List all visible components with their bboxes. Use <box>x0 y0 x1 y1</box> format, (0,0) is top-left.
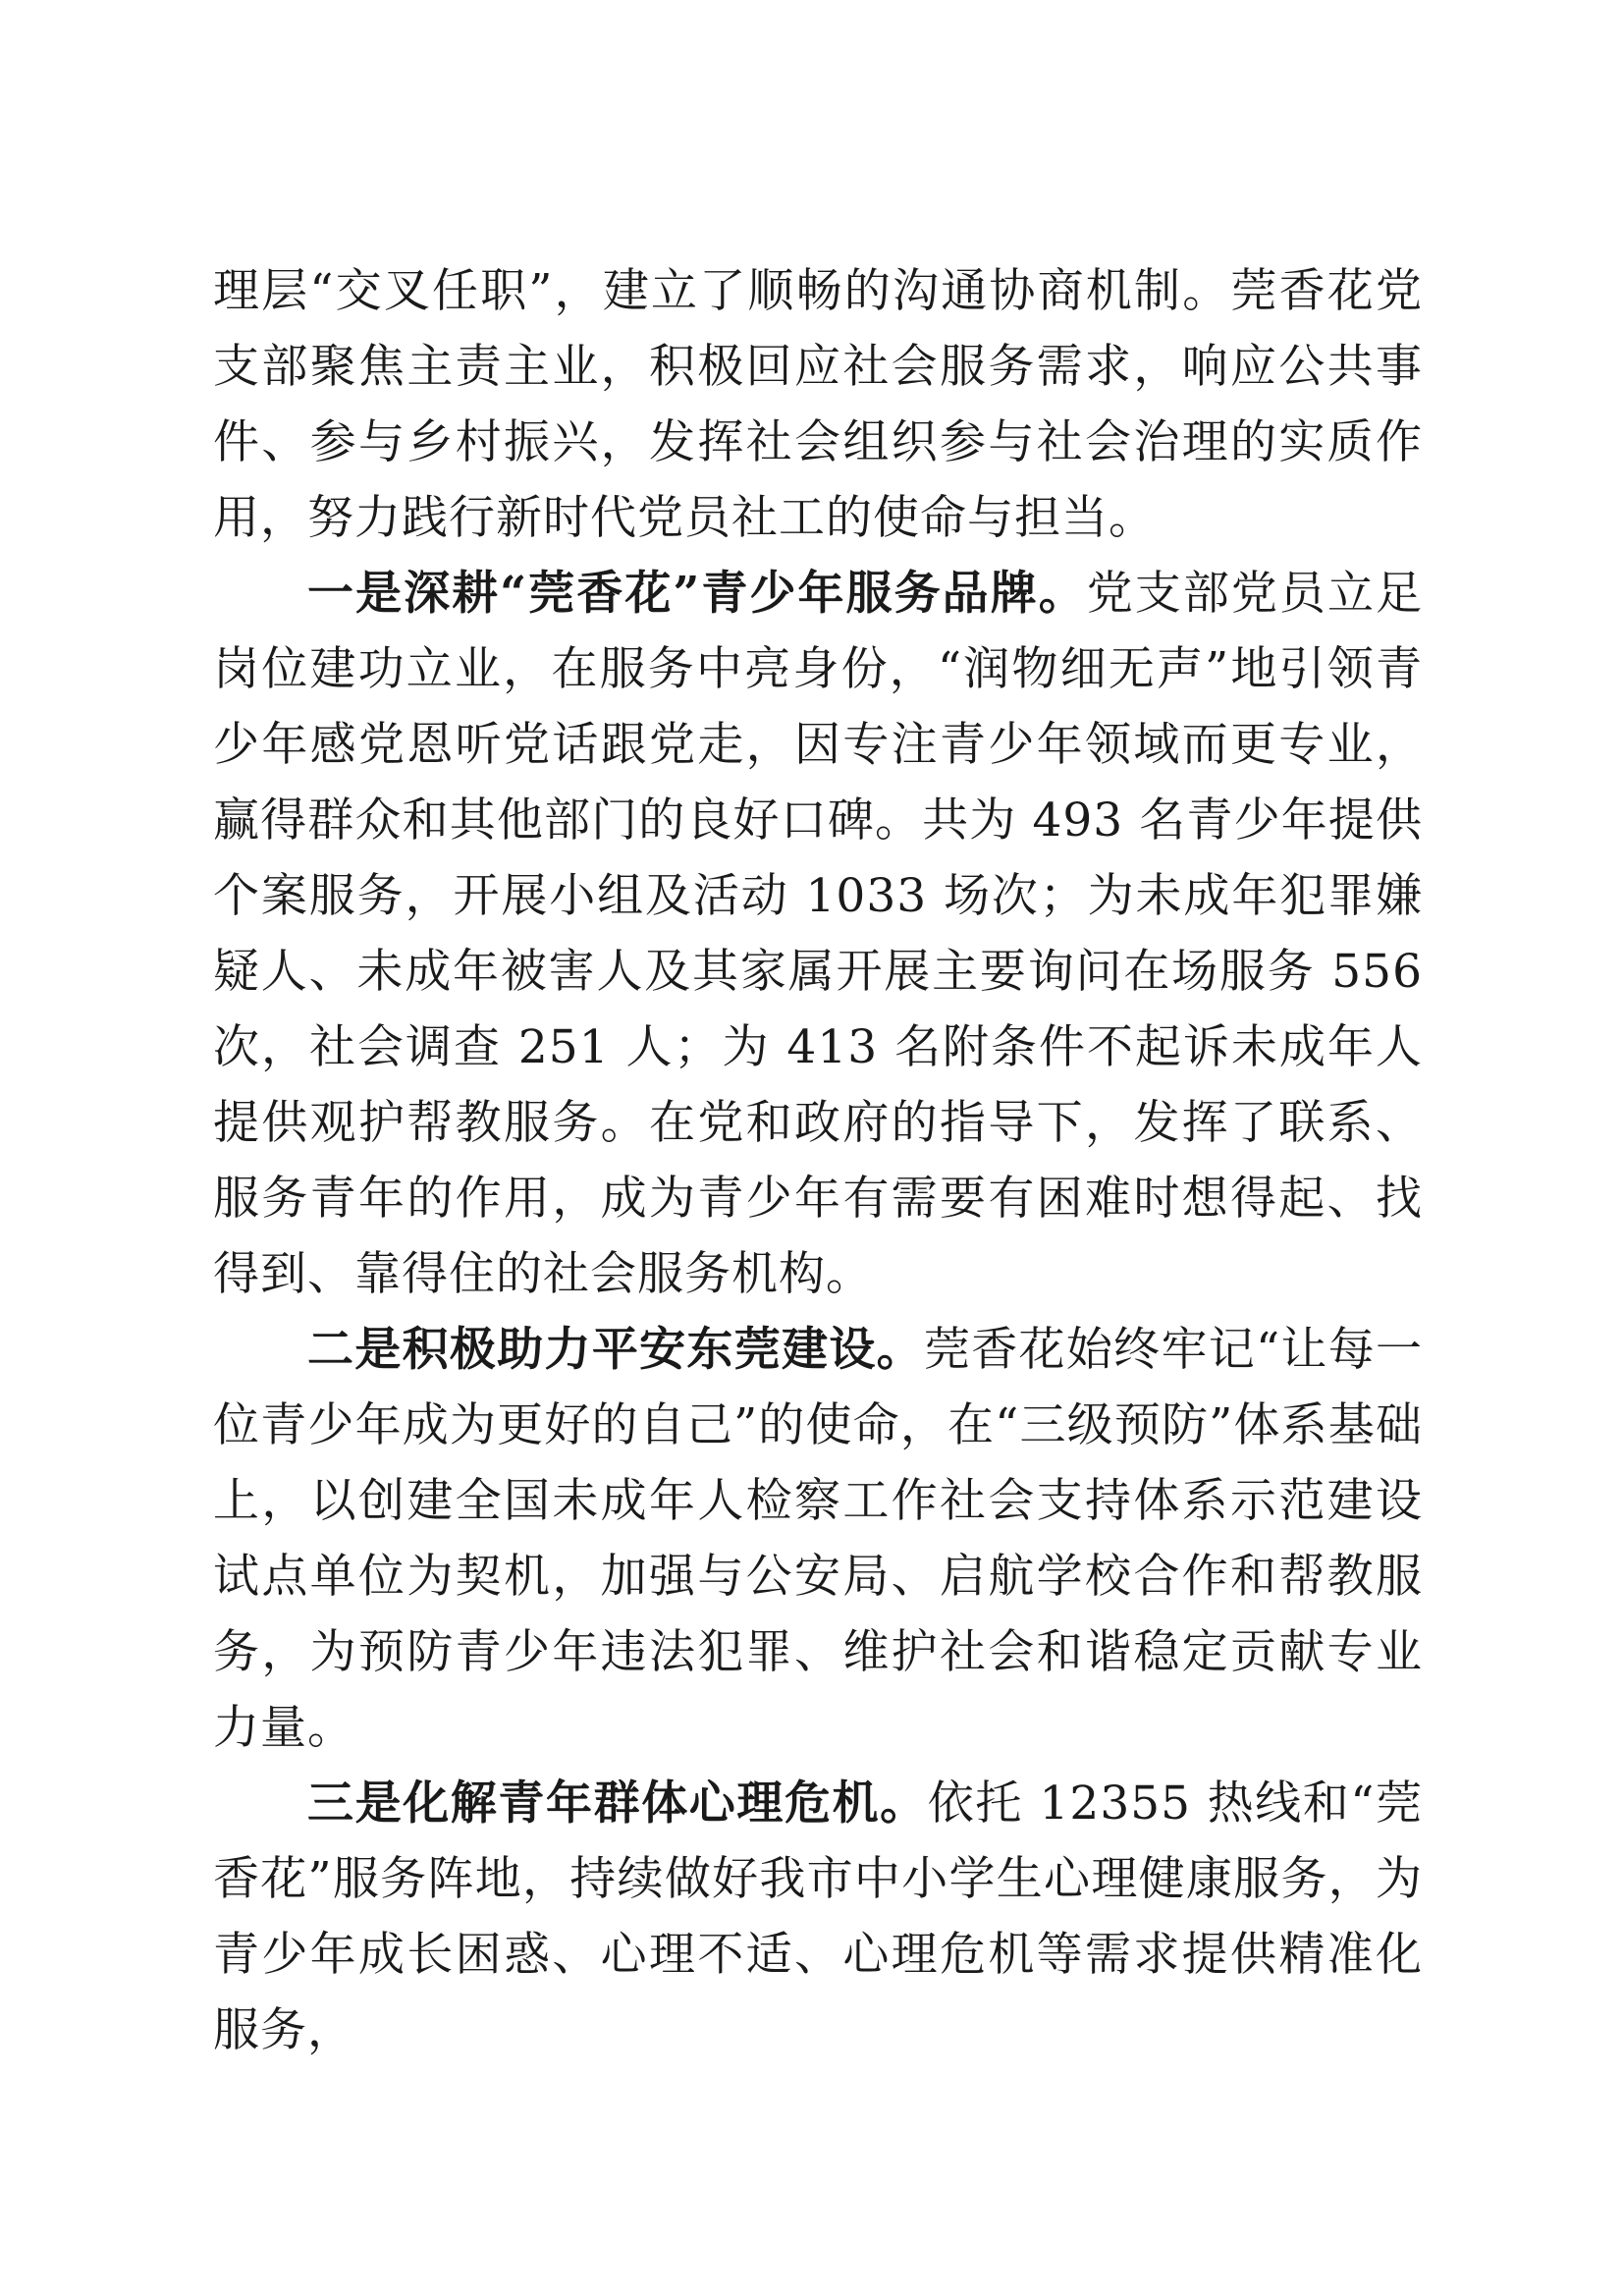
paragraph-lead-heading: 二是积极助力平安东莞建设。 <box>307 1323 924 1377</box>
paragraph-safe-dongguan <box>213 1312 1423 1766</box>
paragraph-psychological-crisis <box>213 1766 1423 2068</box>
paragraph-text: 理层“交叉任职”，建立了顺畅的沟通协商机制。莞香花党支部聚焦主责主业，积极回应社会服务需求，响应公共事件、参与乡村振兴，发挥社会组织参与社会治理的实质作用，努力践行新时代党员社工的使命与担当。 <box>213 264 1423 545</box>
paragraph-text: 党支部党员立足岗位建功立业，在服务中亮身份，“润物细无声”地引领青少年感党恩听党话跟党走，因专注青少年领域而更专业，赢得群众和其他部门的良好口碑。共为 493 名青少年提供个案服务，开展小组及活动 1033 场次；为未成年犯罪嫌疑人、未成年被害人及其家属开展主要询问在场服务 556 次，社会调查 251 人；为 413 名附条件不起诉未成年人提供观护帮教服务。在党和政府的指导下，发挥了联系、服务青年的作用，成为青少年有需要有困难时想得起、找得到、靠得住的社会服务机构。 <box>213 567 1423 1301</box>
paragraph-continuation <box>213 253 1423 556</box>
document-body <box>213 253 1423 2068</box>
paragraph-text: 依托 12355 热线和“莞香花”服务阵地，持续做好我市中小学生心理健康服务，为青少年成长困惑、心理不适、心理危机等需求提供精准化服务， <box>213 1777 1424 2057</box>
paragraph-youth-service-brand <box>213 556 1423 1312</box>
paragraph-lead-heading: 三是化解青年群体心理危机。 <box>307 1777 928 1831</box>
paragraph-text: 莞香花始终牢记“让每一位青少年成为更好的自己”的使命，在“三级预防”体系基础上，以创建全国未成年人检察工作社会支持体系示范建设试点单位为契机，加强与公安局、启航学校合作和帮教服务，为预防青少年违法犯罪、维护社会和谐稳定贡献专业力量。 <box>213 1323 1424 1755</box>
paragraph-lead-heading: 一是深耕“莞香花”青少年服务品牌。 <box>307 567 1087 621</box>
